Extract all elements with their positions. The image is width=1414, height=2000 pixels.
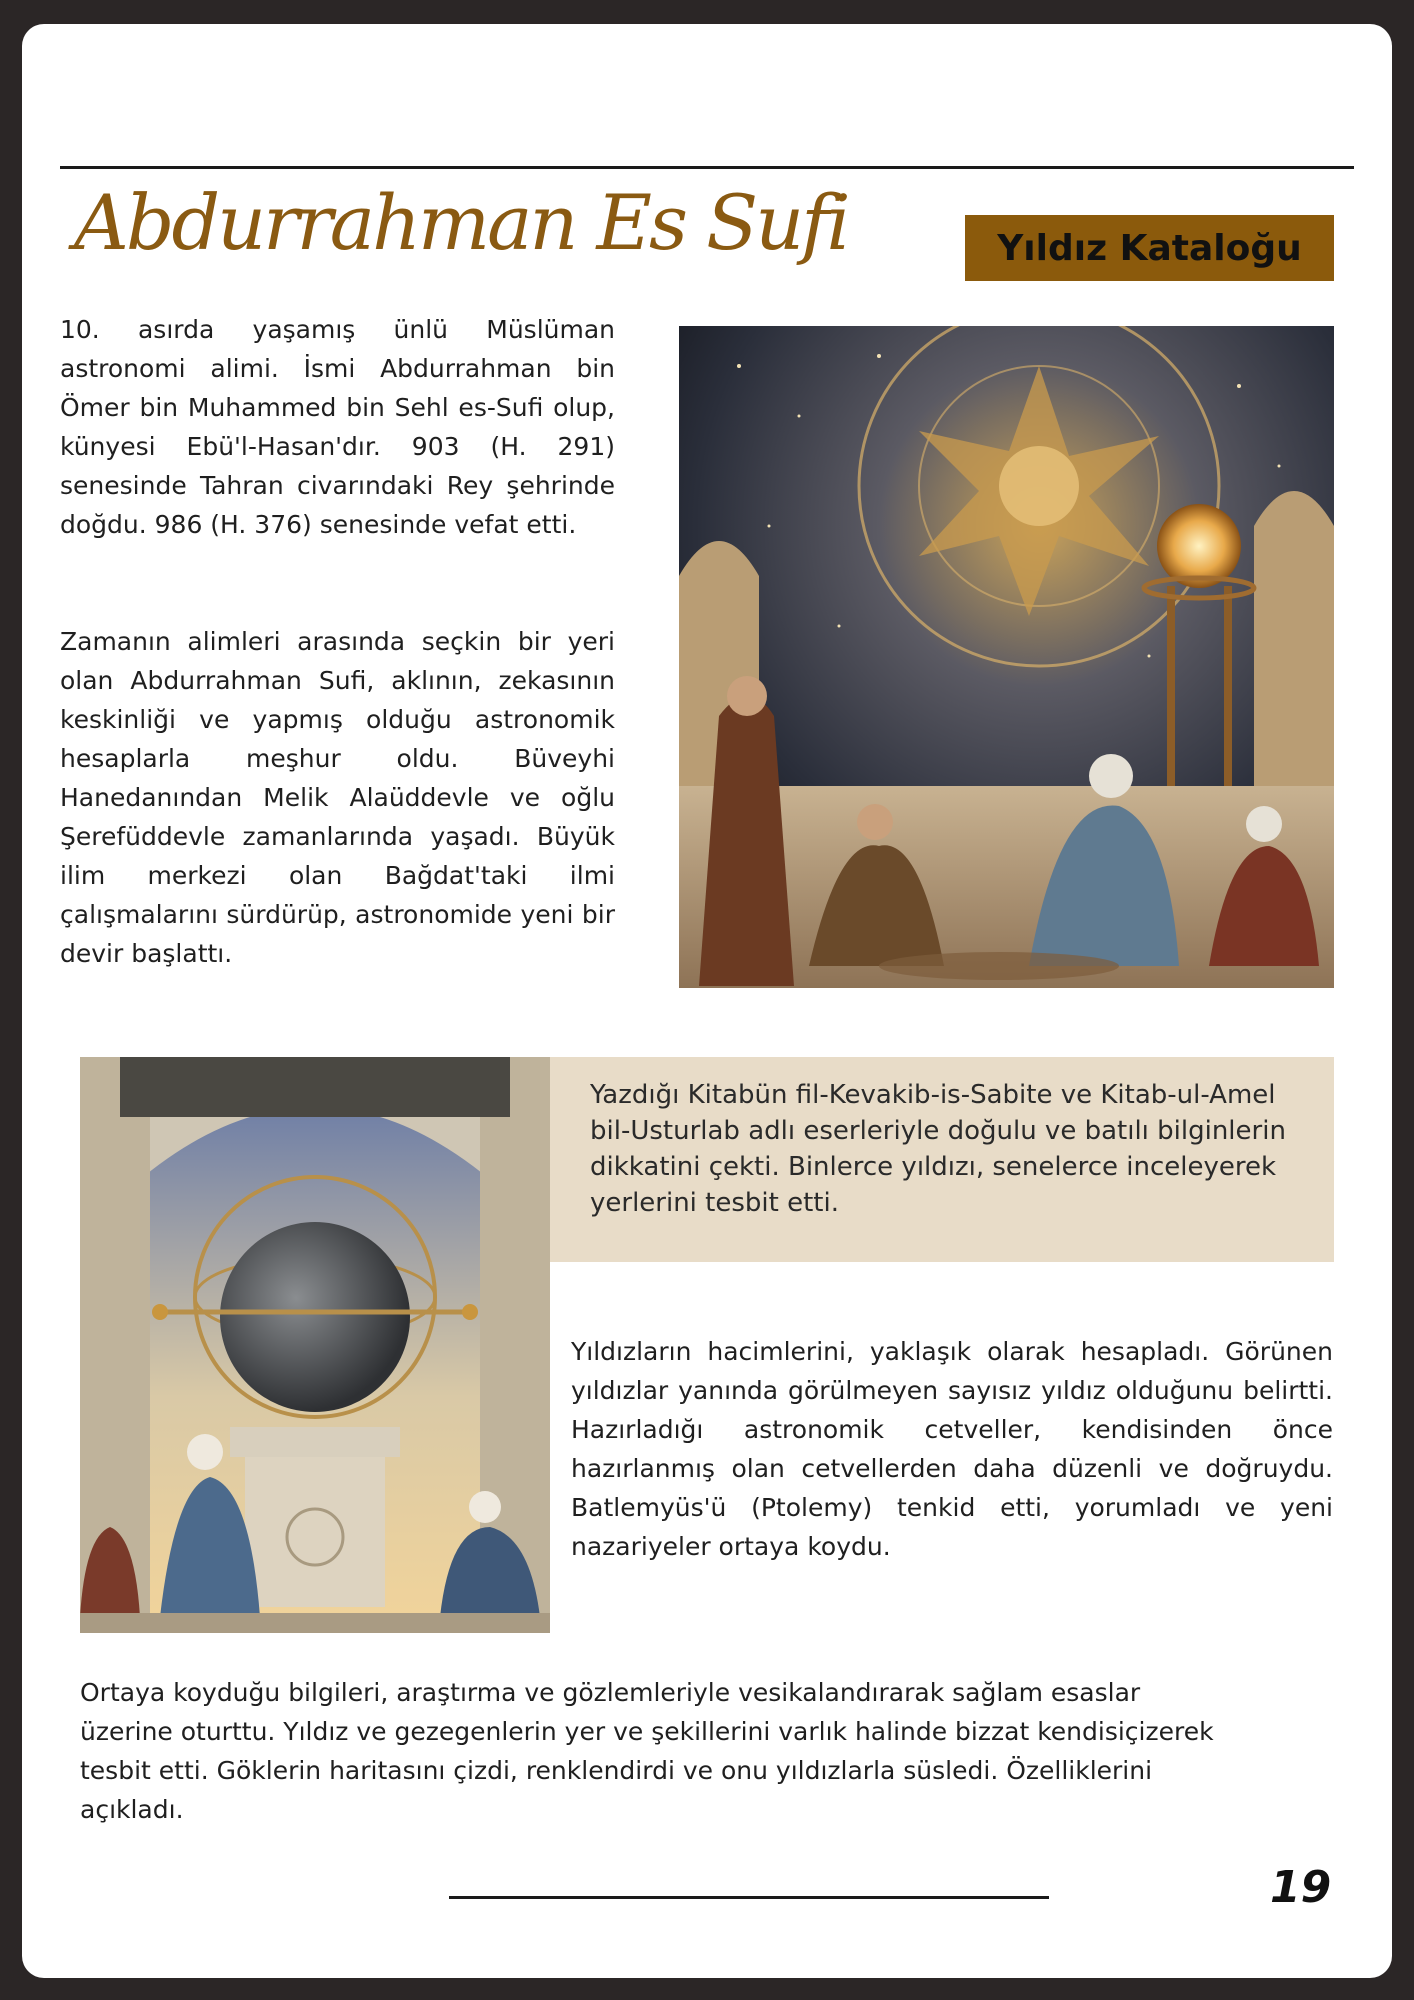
armillary-sphere-icon xyxy=(80,1057,550,1633)
observatory-illustration xyxy=(679,326,1334,988)
biography-paragraph: Zamanın alimleri arasında seçkin bir yeri olan Abdurrahman Sufi, aklının, zekasının keskinliği ve yapmış olduğu astronomik hesaplarla meşhur oldu. Büveyhi Hanedanından Melik Alaüddevle ve oğlu Şerefüddevle zamanlarında yaşadı. Büyük ilim merkezi olan Bağdat'taki ilmi çalışmalarını sürdürüp, astronomide yeni bir devir başlattı. xyxy=(60,627,615,968)
closing-paragraph: Ortaya koyduğu bilgileri, araştırma ve gözlemleriyle vesikalandırarak sağlam esaslar üzerine oturttu. Yıldız ve gezegenlerin yer ve şekillerini varlık halinde bizzat kendisiçizerek tesbit etti. Göklerin haritasını çizdi, renklendirdi ve onu yıldızlarla süsledi. Özelliklerini açıkladı. xyxy=(80,1678,1214,1824)
page-title: Abdurrahman Es Sufi xyxy=(74,178,848,267)
research-paragraph: Yıldızların hacimlerini, yaklaşık olarak hesapladı. Görünen yıldızlar yanında görülmeyen sayısız yıldız olduğunu belirtti. Hazırladığı astronomik cetveller, kendisinden önce hazırlanmış olan cetvellerden daha düzenli ve doğruydu. Batlemyüs'ü (Ptolemy) tenkid etti, yorumladı ve yeni nazariyeler ortaya koydu. xyxy=(571,1337,1333,1561)
page xyxy=(22,24,1392,1978)
bottom-divider xyxy=(449,1896,1049,1899)
topic-badge: Yıldız Kataloğu xyxy=(965,215,1334,281)
callout-box xyxy=(550,1057,1334,1262)
intro-paragraph: 10. asırda yaşamış ünlü Müslüman astronomi alimi. İsmi Abdurrahman bin Ömer bin Muhammed bin Sehl es-Sufi olup, künyesi Ebü'l-Hasan'dır. 903 (H. 291) senesinde Tahran civarındaki Rey şehrinde doğdu. 986 (H. 376) senesinde vefat etti. xyxy=(60,315,615,539)
armillary-illustration xyxy=(80,1057,550,1633)
top-divider xyxy=(60,166,1354,169)
callout-text: Yazdığı Kitabün fil-Kevakib-is-Sabite ve Kitab-ul-Amel bil-Usturlab adlı eserleriyle doğulu ve batılı bilginlerin dikkatini çekti. Binlerce yıldızı, senelerce inceleyerek yerlerini tesbit etti. xyxy=(590,1080,1286,1218)
observatory-scene-icon xyxy=(679,326,1334,988)
page-number: 19 xyxy=(1270,1862,1332,1913)
